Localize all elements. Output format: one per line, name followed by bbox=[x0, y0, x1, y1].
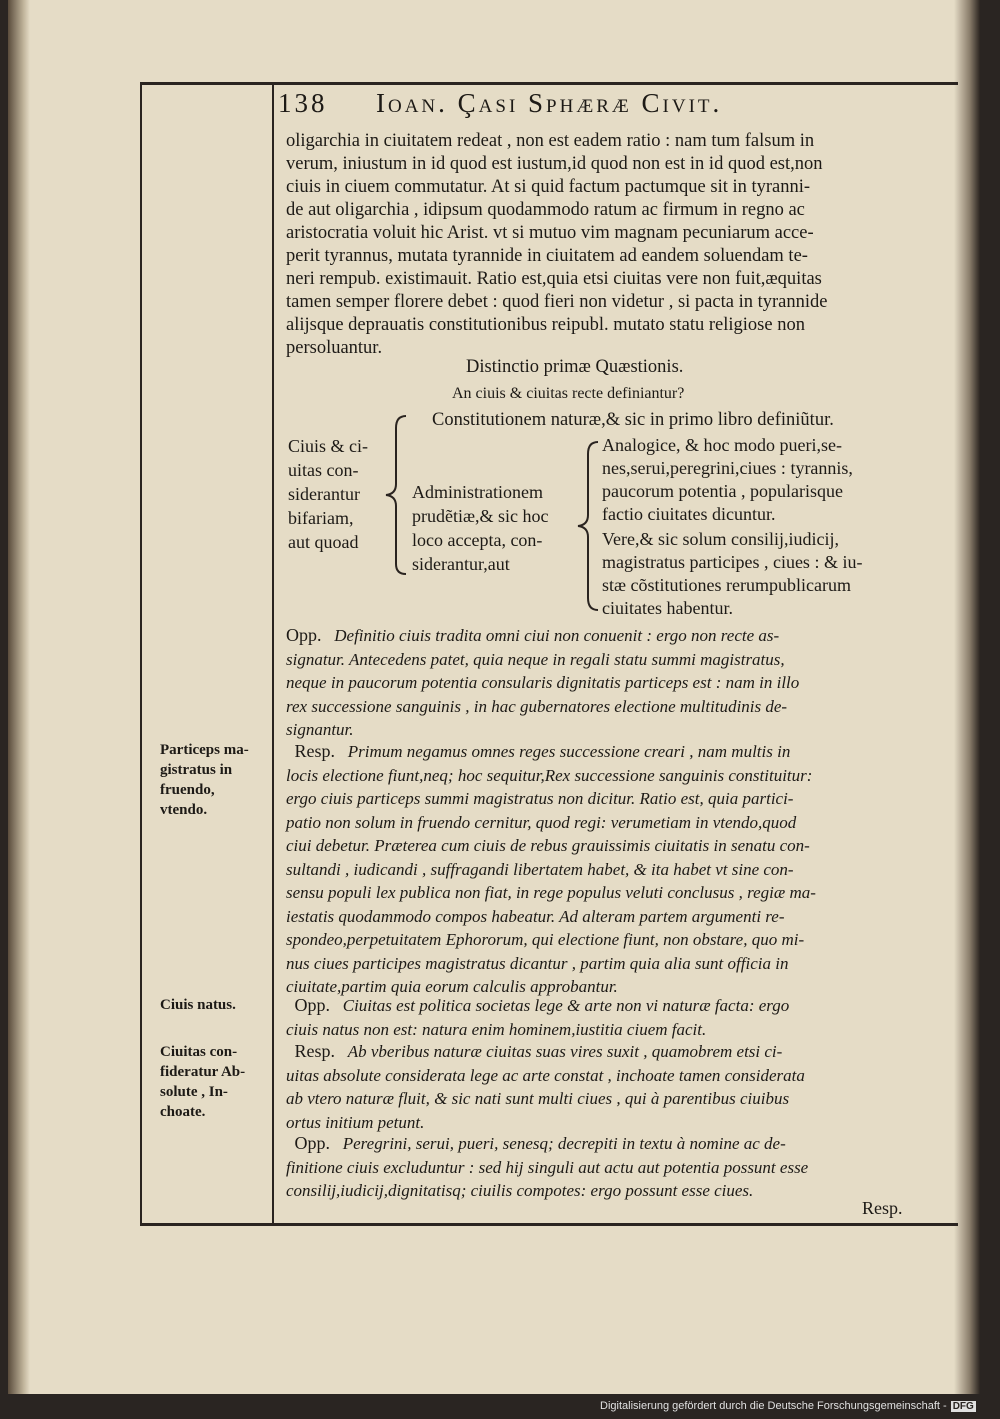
text-line: bifariam, bbox=[288, 508, 354, 528]
text-line: Particeps ma- bbox=[160, 742, 249, 758]
text-line: Ciuitas est politica societas lege & arte non vi naturæ facta: ergo bbox=[342, 996, 790, 1015]
bottom-rule bbox=[140, 1223, 958, 1226]
text-line: sultandi , iudicandi , suffragandi libertatem habet, & ita habet vt sine con- bbox=[286, 859, 794, 879]
text-line: Vere,& sic solum consilij,iudicij, bbox=[602, 529, 839, 549]
response-1 bbox=[286, 740, 926, 999]
objection-1 bbox=[286, 624, 926, 742]
text-line: vtendo. bbox=[160, 802, 208, 818]
text-line: uitas absolute considerata lege ac arte constat , inchoate tamen considerata bbox=[286, 1065, 805, 1085]
text-line: fideratur Ab- bbox=[160, 1064, 246, 1080]
text-line: spondeo,perpetuitatem Ephororum, qui electione fiunt, non obstare, quo mi- bbox=[286, 930, 805, 949]
text-line: Peregrini, serui, pueri, senesq; decrepiti in textu à nomine ac de- bbox=[342, 1134, 786, 1153]
text-line: Analogice, & hoc modo pueri,se- bbox=[602, 435, 842, 455]
text-line: ciuitate,partim quia eorum calculis approbantur. bbox=[286, 977, 618, 996]
response-label: Resp. bbox=[294, 1041, 335, 1061]
text-line: nes,serui,peregrini,ciues : tyrannis, bbox=[602, 458, 853, 478]
page-edge-shadow bbox=[954, 0, 980, 1394]
text-line: neque in paucorum potentia consularis dignitatis particeps est : nam in illo bbox=[286, 673, 800, 692]
text-line: iestatis quodammodo compos habeatur. Ad alteram partem argumenti re- bbox=[286, 906, 785, 926]
brace-icon bbox=[576, 440, 602, 612]
dfg-logo: DFG bbox=[952, 1401, 974, 1412]
text-line: patio non solum in fruendo cernitur, quod regi: verumetiam in vtendo,quod bbox=[286, 812, 797, 832]
page-number: 138 bbox=[278, 88, 328, 118]
text-line: stæ cõstitutiones rerumpublicarum bbox=[602, 575, 851, 595]
text-line: ciuis natus non est: natura enim hominem,iustitia ciuem facit. bbox=[286, 1019, 707, 1039]
text-line: paucorum potentia , popularisque bbox=[602, 481, 843, 501]
text-line: rex successione sanguinis , in hac gubernatores electione multitudinis de- bbox=[286, 696, 788, 716]
objection-label: Opp. bbox=[294, 995, 330, 1015]
text-line: loco accepta, con- bbox=[412, 530, 543, 550]
text-line: finitione ciuis excluduntur : sed hij singuli aut actu aut potentia possunt esse bbox=[286, 1157, 809, 1177]
text-line: solute , In- bbox=[160, 1084, 228, 1100]
distinctio-vere bbox=[602, 528, 862, 620]
text-line: Ciuitas con- bbox=[160, 1044, 238, 1060]
top-rule bbox=[140, 82, 958, 85]
margin-note-ciuis-natus bbox=[160, 995, 236, 1015]
distinctio-top-branch: Constitutionem naturæ,& sic in primo libro definiũtur. bbox=[432, 410, 834, 430]
text-line: factio ciuitates dicuntur. bbox=[602, 504, 776, 524]
text-line: prudẽtiæ,& sic hoc bbox=[412, 506, 549, 526]
text-line: perit tyrannus, mutata tyrannide in ciuitatem ad eandem soluendam te- bbox=[286, 246, 808, 266]
body-text bbox=[286, 130, 926, 360]
margin-rule-inner bbox=[272, 82, 274, 1223]
running-title: Ioan. Çasi Sphæræ Civit. bbox=[376, 88, 723, 118]
text-line: signatur. Antecedens patet, quia neque in regali statu summi magistratus, bbox=[286, 649, 785, 669]
brace-icon bbox=[384, 414, 410, 576]
text-line: Ciuis & ci- bbox=[288, 436, 368, 456]
text-line: fruendo, bbox=[160, 782, 215, 798]
text-line: verum, iniustum in id quod est iustum,id quod non est in id quod est,non bbox=[286, 154, 823, 174]
objection-3 bbox=[286, 1132, 926, 1203]
text-line: ab vtero naturæ fluit, & sic nati sunt multi ciues , qui à parentibus ciuibus bbox=[286, 1089, 790, 1108]
text-line: Primum negamus omnes reges successione creari , nam multis in bbox=[347, 742, 791, 761]
text-line: tamen semper florere debet : quod fieri non videtur , si pacta in tyrannide bbox=[286, 292, 828, 312]
text-line: persoluantur. bbox=[286, 338, 383, 358]
text-line: siderantur bbox=[288, 484, 360, 504]
text-line: siderantur,aut bbox=[412, 554, 510, 574]
text-line: nus ciues participes magistratus dicantur , partim quia alia sunt officia in bbox=[286, 953, 789, 973]
response-label: Resp. bbox=[294, 741, 335, 761]
catchword: Resp. bbox=[862, 1198, 903, 1218]
text-line: ciuitates habentur. bbox=[602, 598, 733, 618]
text-line: alijsque deprauatis constitutionibus reipubl. mutato statu religiose non bbox=[286, 315, 805, 335]
distinctio-middle bbox=[412, 480, 548, 576]
distinctio-title: Distinctio primæ Quæstionis. bbox=[466, 357, 684, 377]
margin-note-particeps bbox=[160, 740, 249, 820]
text-line: Ciuis natus. bbox=[160, 997, 236, 1013]
text-line: uitas con- bbox=[288, 460, 359, 480]
text-line: Administrationem bbox=[412, 482, 543, 502]
text-line: consilij,iudicij,dignitatisq; ciuilis compotes: ergo possunt esse ciues. bbox=[286, 1181, 754, 1200]
margin-note-ciuitas bbox=[160, 1042, 245, 1122]
text-line: oligarchia in ciuitatem redeat , non est eadem ratio : nam tum falsum in bbox=[286, 131, 815, 151]
footer-credit bbox=[600, 1400, 976, 1412]
objection-2 bbox=[286, 994, 926, 1041]
text-line: signantur. bbox=[286, 720, 354, 739]
text-line: aut quoad bbox=[288, 532, 359, 552]
text-line: ergo ciuis particeps summi magistratus non dicitur. Ratio est, quia partici- bbox=[286, 789, 794, 808]
text-line: ortus initium petunt. bbox=[286, 1112, 425, 1132]
footer-text: Digitalisierung gefördert durch die Deutsche Forschungsgemeinschaft - bbox=[600, 1400, 947, 1412]
text-line: choate. bbox=[160, 1104, 206, 1120]
text-line: ciuis in ciuem commutatur. At si quid factum pactumque sit in tyranni- bbox=[286, 177, 811, 197]
running-header bbox=[278, 88, 918, 128]
text-line: neri rempub. existimauit. Ratio est,quia etsi ciuitas vere non fuit,æquitas bbox=[286, 269, 822, 289]
text-line: gistratus in bbox=[160, 762, 233, 778]
text-line: sensu populi lex publica non fiat, in rege populus veluti conclusus , regiæ ma- bbox=[286, 883, 816, 902]
distinctio-analogice bbox=[602, 434, 853, 526]
objection-label: Opp. bbox=[286, 625, 322, 645]
distinctio-left bbox=[288, 434, 368, 554]
text-line: Definitio ciuis tradita omni ciui non conuenit : ergo non recte as- bbox=[334, 626, 780, 645]
text-line: Ab vberibus naturæ ciuitas suas vires suxit , quamobrem etsi ci- bbox=[347, 1042, 783, 1061]
response-2 bbox=[286, 1040, 926, 1134]
text-line: aristocratia voluit hic Arist. vt si mutuo vim magnam pecuniarum acce- bbox=[286, 223, 814, 243]
text-line: magistratus participes , ciues : & iu- bbox=[602, 552, 863, 572]
distinctio-subtitle: An ciuis & ciuitas recte definiantur? bbox=[452, 385, 685, 402]
text-line: ciui debetur. Præterea cum ciuis de rebus grauissimis ciuitatis in senatu con- bbox=[286, 836, 810, 855]
margin-rule-left bbox=[140, 82, 142, 1223]
text-line: locis electione fiunt,neq; hoc sequitur,Rex successione sanguinis constituitur: bbox=[286, 765, 813, 785]
objection-label: Opp. bbox=[294, 1133, 330, 1153]
text-line: de aut oligarchia , idipsum quodammodo ratum ac firmum in regno ac bbox=[286, 200, 805, 220]
